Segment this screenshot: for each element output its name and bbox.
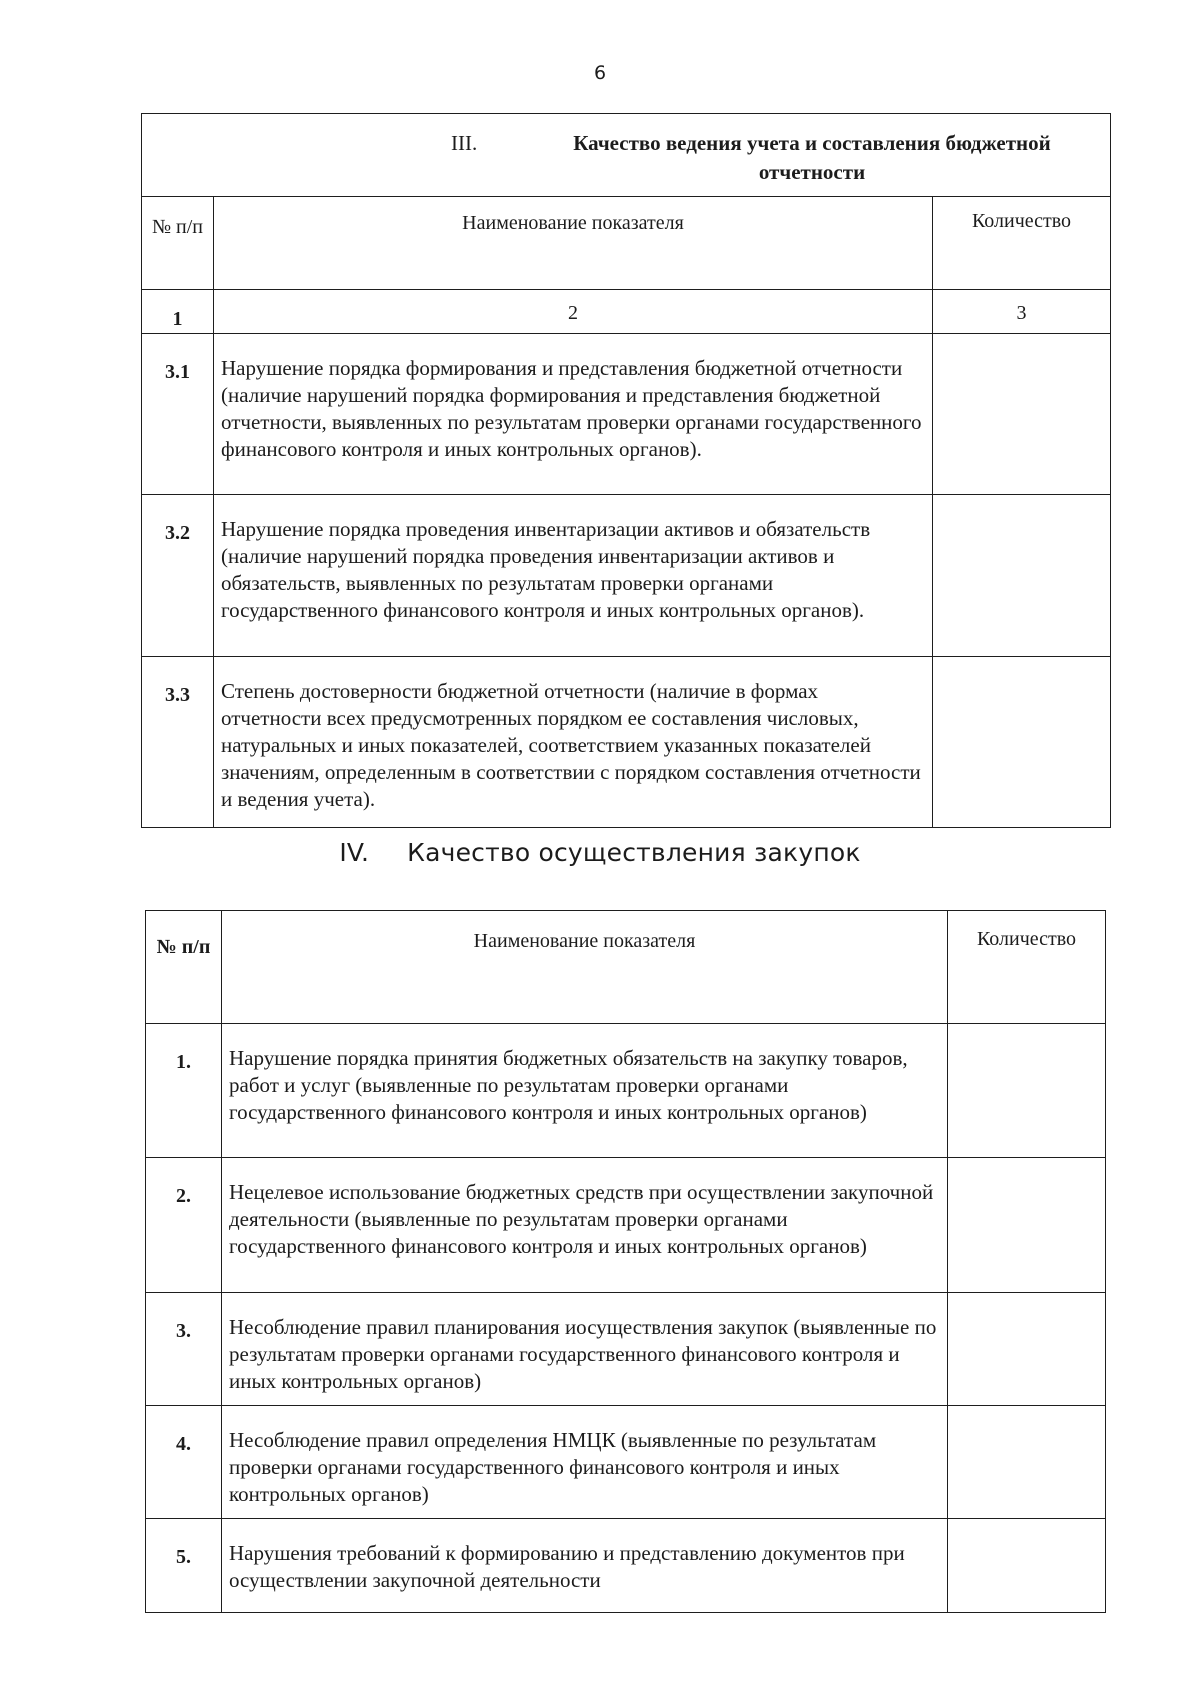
header-num: № п/п <box>142 197 214 290</box>
section3-header-row <box>142 197 1111 290</box>
row-description: Степень достоверности бюджетной отчетности (наличие в формах отчетности всех предусмотренных порядком ее составления числовых, натуральных и иных показателей, соответствием указанных показателей значениям, определенным в соответствии с порядком составления отчетности и ведения учета). <box>214 657 933 828</box>
table-row <box>146 1293 1106 1406</box>
row-qty <box>933 495 1111 657</box>
row-num: 2. <box>146 1158 222 1293</box>
row-description: Несоблюдение правил планирования иосуществления закупок (выявленные по результатам проверки органами государственного финансового контроля и иных контрольных органов) <box>222 1293 948 1406</box>
table-row <box>142 495 1111 657</box>
row-qty <box>948 1024 1106 1158</box>
row-description: Нарушение порядка принятия бюджетных обязательств на закупку товаров, работ и услуг (выявленные по результатам проверки органами государственного финансового контроля и иных контрольных органов) <box>222 1024 948 1158</box>
row-qty <box>948 1406 1106 1519</box>
row-num: 3.3 <box>142 657 214 828</box>
section3-index-row <box>142 290 1111 334</box>
row-description: Нецелевое использование бюджетных средств при осуществлении закупочной деятельности (выявленные по результатам проверки органами государственного финансового контроля и иных контрольных органов) <box>222 1158 948 1293</box>
row-description: Нарушения требований к формированию и представлению документов при осуществлении закупочной деятельности <box>222 1519 948 1613</box>
row-description: Нарушение порядка формирования и представления бюджетной отчетности (наличие нарушений порядка формирования и представления бюджетной отчетности, выявленных по результатам проверки органами государственного финансового контроля и иных контрольных органов). <box>214 334 933 495</box>
section4-roman: IV. <box>339 838 370 867</box>
row-qty <box>933 334 1111 495</box>
table-row <box>146 1519 1106 1613</box>
row-description: Нарушение порядка проведения инвентаризации активов и обязательств (наличие нарушений порядка проведения инвентаризации активов и обязательств, выявленных по результатам проверки органами государственного финансового контроля и иных контрольных органов). <box>214 495 933 657</box>
header-qty: Количество <box>933 197 1111 290</box>
row-num: 1. <box>146 1024 222 1158</box>
section3-roman: III. <box>451 131 478 155</box>
header-num: № п/п <box>146 911 222 1024</box>
row-qty <box>948 1519 1106 1613</box>
row-num: 5. <box>146 1519 222 1613</box>
row-num: 3.1 <box>142 334 214 495</box>
row-num: 3. <box>146 1293 222 1406</box>
section4-title-text: Качество осуществления закупок <box>407 838 861 867</box>
section3-table <box>141 113 1111 828</box>
table-row <box>142 657 1111 828</box>
section3-title-cell <box>142 114 1111 197</box>
table-row <box>146 1406 1106 1519</box>
row-qty <box>948 1158 1106 1293</box>
section4-header-row <box>146 911 1106 1024</box>
row-description: Несоблюдение правил определения НМЦК (выявленные по результатам проверки органами государственного финансового контроля и иных контрольных органов) <box>222 1406 948 1519</box>
row-num: 4. <box>146 1406 222 1519</box>
index-col-2: 2 <box>214 290 933 334</box>
section3-title: Качество ведения учета и составления бюджетной отчетности <box>573 131 1051 184</box>
page-number: 6 <box>593 62 607 84</box>
section4-title <box>0 838 1200 867</box>
section4-table <box>145 910 1106 1613</box>
row-qty <box>933 657 1111 828</box>
table-row <box>142 334 1111 495</box>
table-row <box>146 1024 1106 1158</box>
row-num: 3.2 <box>142 495 214 657</box>
index-col-1: 1 <box>142 290 214 334</box>
row-qty <box>948 1293 1106 1406</box>
index-col-3: 3 <box>933 290 1111 334</box>
section3-title-row <box>142 114 1111 197</box>
header-name: Наименование показателя <box>222 911 948 1024</box>
table-row <box>146 1158 1106 1293</box>
header-qty: Количество <box>948 911 1106 1024</box>
header-name: Наименование показателя <box>214 197 933 290</box>
